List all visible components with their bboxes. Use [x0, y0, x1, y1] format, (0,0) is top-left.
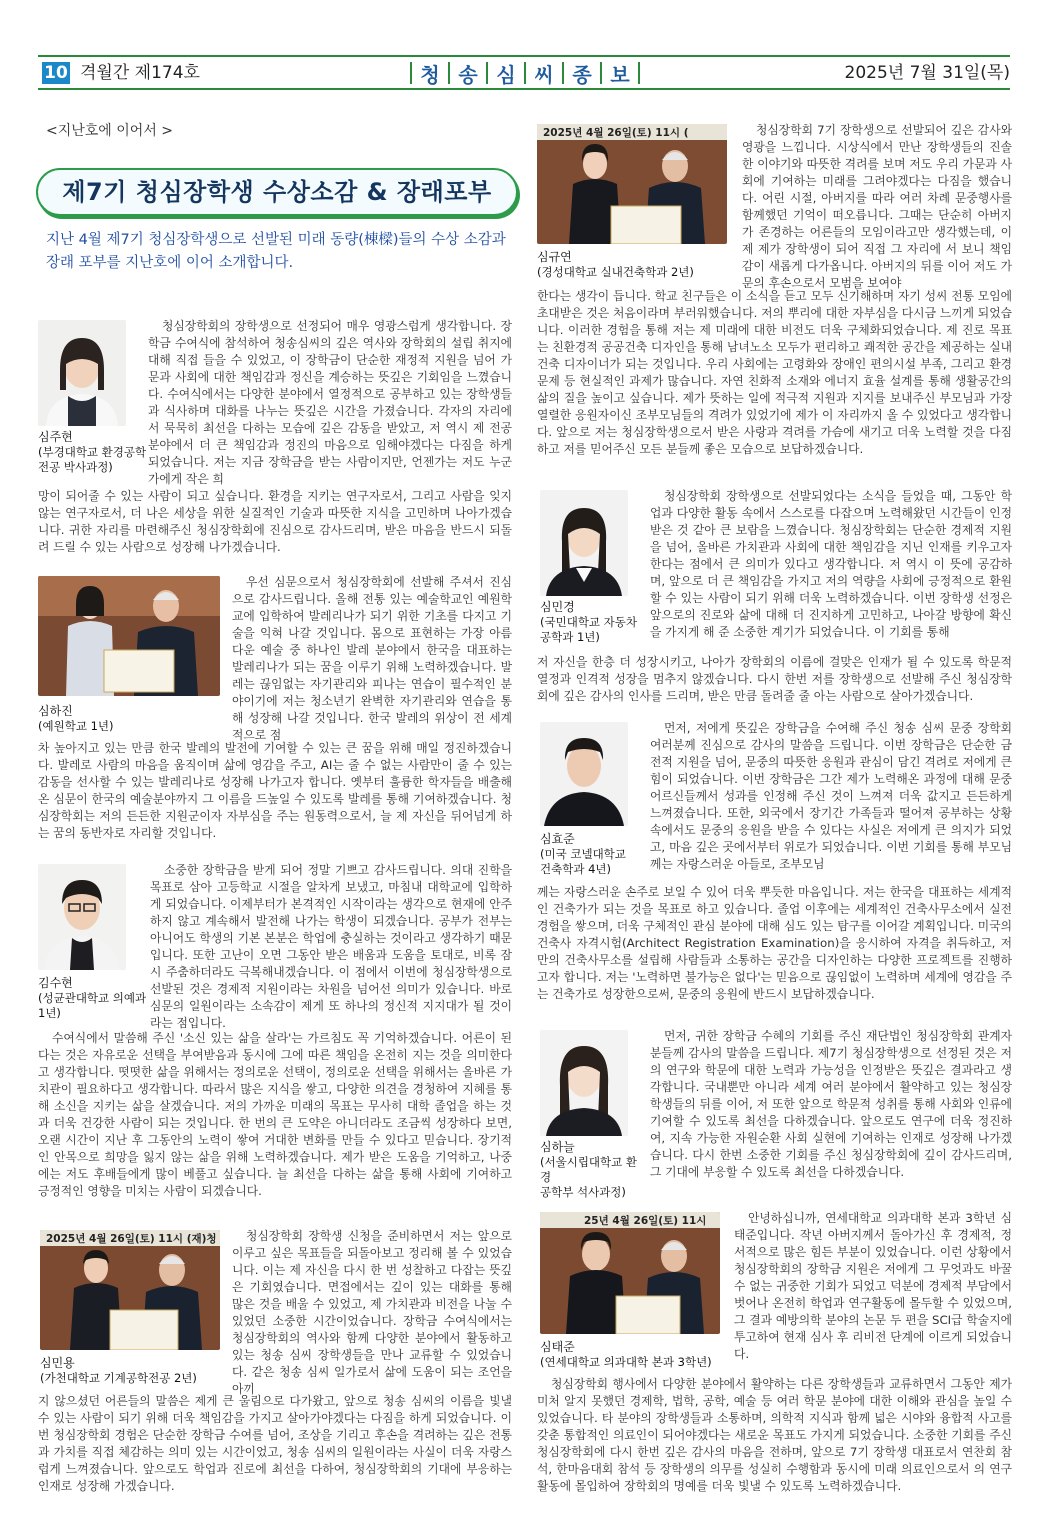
ceremony-photo [537, 124, 727, 244]
caption-hajin [38, 704, 218, 734]
caption-affiliation: (연세대학교 의과대학 본과 3학년) [540, 1355, 712, 1369]
article-lead: 지난 4월 제7기 청심장학생으로 선발된 미래 동량(棟樑)들의 수상 소감과 장래 포부를 지난호에 이어 소개합니다. [46, 232, 506, 271]
caption-affiliation: (경성대학교 실내건축학과 2년) [537, 265, 694, 279]
caption-minkyung [540, 600, 648, 645]
caption-juhyun [38, 430, 148, 475]
ceremony-photo [38, 576, 220, 696]
essay-text [734, 1210, 1012, 1363]
photo-banner-text: 25년 4월 26일(토) 11시 [584, 1215, 707, 1227]
page-number: 10 [42, 62, 70, 84]
essay-paragraph: 청심장학회 행사에서 다양한 분야에서 활약하는 다른 장학생들과 교류하면서 그동안 제가 미처 알지 못했던 경제학, 법학, 공학, 예술 등 여러 학문 분야에 대한 이해와 관심을 높일 수 있었습니다. 타 분야의 장학생들과 소통하며, 의학적 지식과 함께 넓은 시야와 융합적 사고를 갖춘 통합적인 의료인이 되어야겠다는 새로운 목표도 가지게 되었습니다. 소중한 기회를 주신 청심장학회에 다시 한번 깊은 감사의 마음을 전하며, 앞으로 7기 장학생 대표로서 연찬회 참석, 한마음대회 참석 등 장학생의 의무를 성실히 수행함과 동시에 미래 의료인으로서 의 연구활동에 몰입하여 장학회의 명예를 더욱 빛낼 수 있도록 노력하겠습니다. [537, 1377, 1012, 1493]
essay-text [650, 720, 1012, 873]
essay-text [537, 1376, 1012, 1495]
caption-affiliation: (성균관대학교 의예과 [38, 991, 147, 1005]
masthead-divider [448, 62, 450, 84]
caption-affiliation: (미국 코넬대학교 [540, 847, 626, 861]
essay-text [650, 488, 1012, 641]
caption-affiliation: 건축학과 4년) [540, 862, 612, 876]
issue-number: 격월간 제174호 [80, 63, 200, 83]
essay-text [537, 288, 1012, 458]
caption-affiliation: 공학부 석사과정) [540, 1185, 626, 1199]
essay-paragraph: 저 자신을 한층 더 성장시키고, 나아가 장학회의 이름에 걸맞은 인재가 될 수 있도록 학문적 열정과 인격적 성장을 멈추지 않겠습니다. 다시 한번 저를 장학생으로 선발해 주신 청심장학회에 깊은 감사의 인사를 드리며, 받은 만큼 돌려줄 줄 아는 사람으로 살아가겠습니다. [537, 655, 1012, 703]
essay-paragraph: 께는 자랑스러운 손주로 보일 수 있어 더욱 뿌듯한 마음입니다. 저는 한국을 대표하는 세계적인 건축가가 되는 것을 목표로 하고 있습니다. 졸업 이후에는 세계적인 건축사무소에서 실전 경험을 쌓으며, 더욱 구체적인 관심 분야에 대해 심도 있는 탐구를 이어갈 계획입니다. 미국의 건축사 자격시험(Architect Registration Examination)을 응시하여 자격을 취득하고, 저만의 건축사무소를 설립해 사람들과 소통하는 공간을 디자인하는 다양한 프로젝트를 진행하고자 합니다. 저는 '노력하면 불가능은 없다'는 믿음으로 끊임없이 노력하며 세계에 영감을 주는 건축가로 성장한으로써, 문중의 응원에 반드시 보답하겠습니다. [537, 885, 1012, 1001]
continued-note: <지난호에 이어서 > [46, 123, 174, 139]
portrait-photo [540, 1030, 628, 1136]
essay-text [537, 654, 1012, 705]
ceremony-photo [540, 1212, 720, 1334]
caption-kyuyeon [537, 250, 737, 280]
masthead-char: 청 [420, 62, 440, 87]
caption-taejun [540, 1340, 740, 1370]
masthead-char: 씨 [534, 62, 554, 87]
masthead-divider [562, 62, 564, 84]
essay-paragraph: 지 않으셨던 어른들의 말씀은 제게 큰 울림으로 다가왔고, 앞으로 청송 심씨의 이름을 빛낼 수 있는 사람이 되기 위해 더욱 책임감을 가지고 살아가야겠다는 다짐을 하게 되었습니다. 이번 청심장학회 경험은 단순한 장학금 수여를 넘어, 조상을 기리고 후손을 격려하는 깊은 전통과 가치를 직접 체감하는 의미 있는 시간이었고, 청송 심씨의 일원이라는 사실이 더욱 자랑스럽게 느껴졌습니다. 앞으로도 학업과 진로에 최선을 다하여, 청심장학회의 기대에 부응하는 인재로 성장해 가겠습니다. [38, 1394, 512, 1493]
essay-paragraph: 청심장학회 장학생으로 선발되었다는 소식을 들었을 때, 그동안 학업과 다양한 활동 속에서 스스로를 다잡으며 노력해왔던 시간들이 인정받은 것 같아 큰 보람을 느꼈습니다. 청심장학회는 단순한 경제적 지원을 넘어, 올바른 가치관과 사회에 대한 책임감을 지닌 인재를 키우고자 한다는 점에서 큰 의미가 있다고 생각합니다. 저 역시 이 뜻에 공감하며, 앞으로 더 큰 책임감을 가지고 저의 역량을 사회에 긍정적으로 환원할 수 있는 사람이 되기 위해 더욱 노력하겠습니다. 이번 장학생 선정은 앞으로의 진로와 삶에 대해 더 진지하게 고민하고, 나아갈 방향에 확신을 가지게 해 준 소중한 계기가 되었습니다. 이 기회를 통해 [650, 489, 1012, 639]
caption-affiliation: (예원학교 1년) [38, 719, 114, 733]
essay-paragraph: 안녕하십니까, 연세대학교 의과대학 본과 3학년 심태준입니다. 작년 아버지께서 돌아가신 후 경제적, 정서적으로 많은 힘든 부분이 있었습니다. 이런 상황에서 청심장학회의 장학금 지원은 저에게 그 무엇과도 바꿀 수 없는 귀중한 기회가 되었고 덕분에 경제적 부담에서 벗어나 온전히 학업과 연구활동에 몰두할 수 있었으며, 그 결과 예방의학 분야의 논문 두 편을 SCI급 학술지에 투고하여 현재 심사 후 리비전 단계에 이르게 되었습니다. [734, 1211, 1012, 1361]
caption-affiliation: (서울시립대학교 환경 [540, 1155, 638, 1184]
masthead-char: 종 [572, 62, 592, 87]
masthead-divider [486, 62, 488, 84]
portrait-photo [38, 320, 126, 426]
photo-banner-text: 2025년 4월 26일(토) 11시 (재)청 [46, 1233, 217, 1245]
portrait-photo [540, 490, 628, 596]
caption-minyong [40, 1356, 240, 1386]
masthead [410, 60, 640, 86]
caption-name: 심하진 [38, 704, 73, 718]
essay-text [150, 862, 512, 1032]
caption-name: 심민용 [40, 1356, 75, 1370]
masthead-char: 보 [610, 62, 630, 87]
caption-suhyun [38, 976, 148, 1021]
caption-hyojun [540, 832, 648, 877]
caption-name: 심효준 [540, 832, 575, 846]
essay-paragraph: 청심장학회의 장학생으로 선정되어 매우 영광스럽게 생각합니다. 장학금 수여식에 참석하여 청송심씨의 깊은 역사와 장학회의 설립 취지에 대해 직접 들을 수 있었고, 이 장학금이 단순한 재정적 지원을 넘어 가문과 사회에 대한 책임감과 정신을 계승하는 뜻깊은 기회임을 느꼈습니다. 수여식에서는 다양한 분야에서 열정적으로 공부하고 있는 장학생들과 식사하며 대화를 나누는 뜻깊은 시간을 가졌습니다. 각자의 자리에서 묵묵히 최선을 다하는 모습에 깊은 감동을 받았고, 저 역시 제 전공 분야에서 더 큰 책임감과 정진의 마음으로 임해야겠다는 다짐을 하게 되었습니다. 저는 지금 장학금을 받는 사람이지만, 언젠가는 저도 누군가에게 작은 희 [148, 319, 512, 486]
essay-text [232, 574, 512, 744]
masthead-divider [410, 62, 412, 84]
masthead-divider [638, 62, 640, 84]
essay-text [38, 1393, 512, 1495]
essay-text [537, 884, 1012, 1003]
essay-paragraph: 청심장학회 7기 장학생으로 선발되어 깊은 감사와 영광을 느낍니다. 시상식에서 만난 장학생들의 진솔한 이야기와 따뜻한 격려를 보며 저도 우리 가문과 사회에 기여하는 미래를 그려야겠다는 다짐을 했습니다. 어린 시절, 아버지를 따라 여러 차례 문중행사를 함께했던 기억이 떠오릅니다. 그때는 단순히 아버지가 존경하는 어른들의 모임이라고만 생각했는데, 이제 제가 장학생이 되어 직접 그 자리에 서 보니 책임감이 새롭게 다가옵니다. 아버지의 뒤를 이어 저도 가문의 후손으로서 모범을 보여야 [742, 123, 1012, 290]
caption-name: 김수현 [38, 976, 73, 990]
essay-text [38, 488, 512, 556]
photo-banner-text: 2025년 4월 26일(토) 11시 ( [543, 127, 689, 139]
caption-name: 심하늘 [540, 1140, 575, 1154]
essay-text [650, 1028, 1012, 1181]
essay-text [742, 122, 1012, 292]
caption-haneul [540, 1140, 648, 1200]
masthead-divider [600, 62, 602, 84]
portrait-photo [540, 722, 628, 826]
masthead-char: 심 [496, 62, 516, 87]
article-title-box [36, 168, 518, 216]
caption-affiliation: (국민대학교 자동차 [540, 615, 638, 629]
article-title: 제7기 청심장학생 수상소감 & 장래포부 [62, 178, 492, 206]
caption-affiliation: 1년) [38, 1006, 61, 1020]
caption-name: 심민경 [540, 600, 575, 614]
ceremony-photo [40, 1230, 220, 1350]
caption-name: 심태준 [540, 1340, 575, 1354]
masthead-divider [524, 62, 526, 84]
essay-paragraph: 망이 되어줄 수 있는 사람이 되고 싶습니다. 환경을 지키는 연구자로서, 그리고 사람을 잊지 않는 연구자로서, 더 나은 세상을 위한 실질적인 기술과 따뜻한 지식을 고민하며 나아가겠습니다. 귀한 자리를 마련해주신 청심장학회에 진심으로 감사드리며, 받은 마음을 반드시 되돌려 드릴 수 있는 사람으로 성장해 나가겠습니다. [38, 489, 512, 554]
header-bottom-rule [38, 88, 1010, 90]
caption-name: 심주현 [38, 430, 73, 444]
caption-affiliation: 공학과 1년) [540, 630, 600, 644]
issue-date: 2025년 7월 31일(목) [844, 63, 1010, 83]
essay-text [148, 318, 512, 488]
essay-text [232, 1228, 512, 1398]
masthead-char: 송 [458, 62, 478, 87]
essay-paragraph: 차 높아지고 있는 만큼 한국 발레의 발전에 기여할 수 있는 큰 꿈을 위해 매일 정진하겠습니다. 발레로 사람의 마음을 움직이며 삶에 영감을 주고, AI는 줄 수 없는 사람만이 줄 수 있는 감동을 선사할 수 있는 발레리나로 성장해 나가고자 합니다. 옛부터 훌륭한 학자들을 배출해 온 심문이 한국의 예술분야까지 그 이름을 드높일 수 있도록 발레를 통해 기여하겠습니다. 청심장학회는 저의 든든한 지원군이자 자부심을 주는 원동력으로서, 늘 제 자신을 뒤어넘게 하는 꿈의 동반자로 자리할 것입니다. [38, 741, 512, 840]
caption-affiliation: (가천대학교 기계공학전공 2년) [40, 1371, 197, 1385]
essay-paragraph: 먼저, 귀한 장학금 수혜의 기회를 주신 재단법인 청심장학회 관계자분들께 감사의 말씀을 드립니다. 제7기 청심장학생으로 선정된 것은 저의 연구와 학문에 대한 노력과 가능성을 인정받은 뜻깊은 결과라고 생각합니다. 국내뿐만 아니라 세계 여러 분야에서 활약하고 있는 청심장학생들의 뒤를 이어, 저 또한 앞으로 학문적 성취를 통해 사회와 인류에 기여할 수 있도록 최선을 다하겠습니다. 앞으로도 연구에 더욱 정진하여, 지속 가능한 자원순환 사회 실현에 기여하는 인재로 성장해 나가겠습니다. 다시 한번 소중한 기회를 주신 청심장학회에 깊이 감사드리며, 그 기대에 부응할 수 있도록 최선을 다하겠습니다. [650, 1029, 1012, 1179]
essay-paragraph: 우선 심문으로서 청심장학회에 선발해 주셔서 진심으로 감사드립니다. 올해 전통 있는 예술학교인 예원학교에 입학하여 발레리나가 되기 위한 기초를 다지고 기술을 익혀 나갈 것입니다. 몸으로 표현하는 가장 아름다운 예술 중 하나인 발레 분야에서 한국을 대표하는 발레리나가 되는 꿈을 이루기 위해 노력하겠습니다. 발레는 끊임없는 자기관리와 피나는 연습이 필수적인 분야이기에 저는 청소년기 완벽한 자기관리와 연습을 통해 성장해 나갈 것입니다. 한국 발레의 위상이 전 세계적으로 점 [232, 575, 512, 742]
caption-name: 심규연 [537, 250, 572, 264]
essay-paragraph: 한다는 생각이 듭니다. 학교 친구들은 이 소식을 듣고 모두 신기해하며 자기 성씨 전통 모임에 초대받은 것은 처음이라며 부러워했습니다. 저의 뿌리에 대한 자부심을 다시금 느끼게 되었습니다. 이러한 경험을 통해 저는 제 미래에 대한 비전도 더욱 구체화되었습니다. 제 진로 목표는 친환경적 공공건축 디자인을 통해 남녀노소 모두가 편리하고 쾌적한 공간을 제공하는 실내건축 디자이너가 되는 것입니다. 우리 사회에는 고령화와 장애인 편의시설 부족, 그리고 환경 문제 등 현실적인 과제가 많습니다. 자연 친화적 소재와 에너지 효율 설계를 통해 생활공간의 삶의 질을 높이고 싶습니다. 제가 뜻하는 일에 적극적 지원과 지지를 보내주신 부모님과 가장 열렬한 응원자이신 조부모님들의 격려가 있었기에 제가 이 자리까지 올 수 있었다고 생각합니다. 앞으로 저는 청심장학생으로서 받은 사랑과 격려를 가슴에 새기고 더욱 노력할 것을 다짐하고 저를 믿어주신 모든 분들께 좋은 모습으로 보답하겠습니다. [537, 289, 1012, 456]
essay-paragraph: 청심장학회 장학생 신청을 준비하면서 저는 앞으로 이루고 싶은 목표들을 되돌아보고 정리해 볼 수 있었습니다. 이는 제 자신을 다시 한 번 성찰하고 다잡는 뜻깊은 기회였습니다. 면접에서는 깊이 있는 대화를 통해 많은 것을 배울 수 있었고, 제 가치관과 비전을 나눌 수 있었던 소중한 시간이었습니다. 장학금 수여식에서는 청심장학회의 역사와 함께 다양한 분야에서 활동하고 있는 청송 심씨 장학생들을 만나 교류할 수 있었습니다. 같은 청송 심씨 일가로서 삶에 도움이 되는 조언을 아끼 [232, 1229, 512, 1396]
caption-affiliation: 전공 박사과정) [38, 460, 113, 474]
essay-paragraph: 먼저, 저에게 뜻깊은 장학금을 수여해 주신 청송 심씨 문중 장학회 여러분께 진심으로 감사의 말씀을 드립니다. 이번 장학금은 단순한 금전적 지원을 넘어, 문중의 따뜻한 응원과 관심이 담긴 격려로 저에게 큰 힘이 되었습니다. 이번 장학금은 그간 제가 노력해온 과정에 대해 문중 어르신들께서 성과를 인정해 주신 것이 느껴져 더욱 값지고 든든하게 느껴졌습니다. 또한, 외국에서 장기간 가족들과 떨어져 공부하는 상황 속에서도 문중의 응원을 받을 수 있다는 사실은 저에게 큰 의지가 되었고, 마음 깊은 곳에서부터 위로가 되었습니다. 이번 기회를 통해 부모님께는 자랑스러운 아들로, 조부모님 [650, 721, 1012, 871]
essay-text [38, 740, 512, 842]
caption-affiliation: (부경대학교 환경공학 [38, 445, 147, 459]
essay-paragraph: 소중한 장학금을 받게 되어 정말 기쁘고 감사드립니다. 의대 진학을 목표로 삼아 고등학교 시절을 알차게 보냈고, 마침내 대학교에 입학하게 되었습니다. 이제부터가 본격적인 시작이라는 생각으로 현재에 안주하지 않고 계속해서 발전해 나가는 학생이 되겠습니다. 공부가 전부는 아니어도 학생의 기본 본분은 학업에 충실하는 것이라고 생각하기 때문입니다. 또한 고난이 오면 그동안 받은 배움과 도움을 토대로, 비록 잠시 주춤하더라도 극복해내겠습니다. 이 점에서 이번에 청심장학생으로 선발된 것은 경제적 지원이라는 차원을 넘어선 의미가 있습니다. 바로 심문의 일원이라는 소속감이 제게 또 하나의 정신적 지지대가 될 것이라는 점입니다. [150, 863, 512, 1030]
portrait-photo [38, 864, 126, 970]
essay-paragraph: 수여식에서 말씀해 주신 '소신 있는 삶을 살라'는 가르침도 꼭 기억하겠습니다. 어른이 된다는 것은 자유로운 선택을 부여받음과 동시에 그에 따른 책임을 온전히 지는 것을 의미한다고 생각합니다. 떳떳한 삶을 위해서는 정의로운 선택이, 정의로운 선택을 위해서는 올바른 가치관이 필요하다고 생각합니다. 따라서 많은 지식을 쌓고, 다양한 의견을 경청하여 지혜를 통해 소신을 지키는 삶을 살겠습니다. 저의 가까운 미래의 목표는 무사히 대학 졸업을 하는 것과 더욱 건강한 사람이 되는 것입니다. 한 번의 큰 도약은 아니더라도 조금씩 성장하다 보면, 오랜 시간이 지난 후 그동안의 노력이 쌓여 거대한 변화를 만들 수 있다고 믿습니다. 장기적인 안목으로 희망을 잃지 않는 삶을 위해 노력하겠습니다. 제가 받은 도움을 기억하고, 나중에는 저도 후배들에게 많이 베풀고 싶습니다. 늘 최선을 다하는 삶을 통해 사회에 기여하고 긍정적인 영향을 미치는 사람이 되겠습니다. [38, 1031, 512, 1198]
header-top-rule [38, 55, 1010, 57]
essay-text [38, 1030, 512, 1200]
